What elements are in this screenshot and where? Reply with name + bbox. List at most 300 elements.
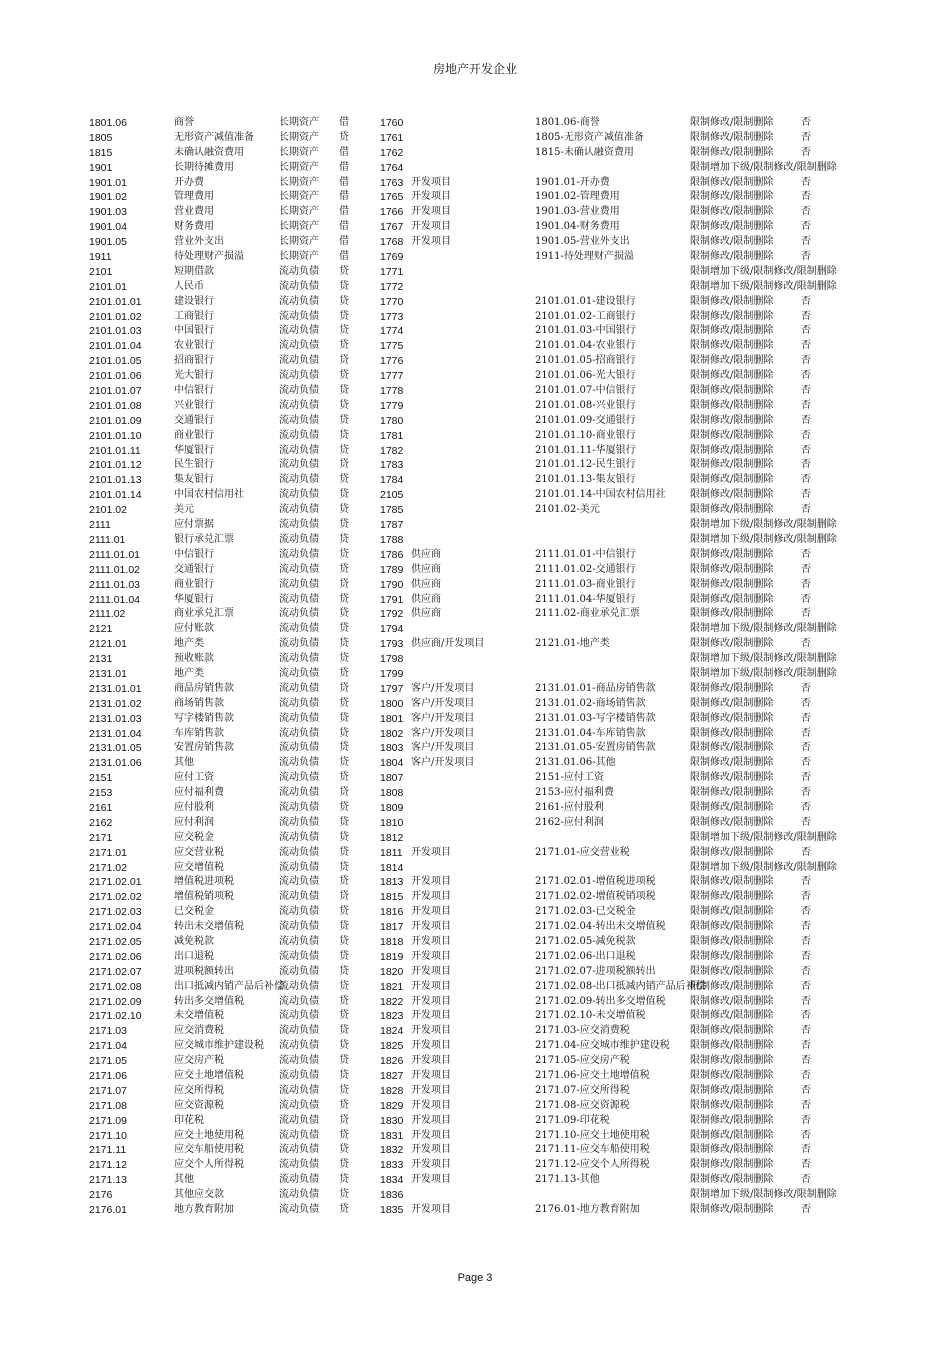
balance-direction-cell: 贷 bbox=[339, 504, 349, 516]
balance-direction-cell: 贷 bbox=[339, 519, 349, 531]
restriction-cell: 限制修改/限制删除 bbox=[690, 906, 774, 918]
restriction-cell: 限制修改/限制删除 bbox=[690, 921, 774, 933]
account-id-cell: 2105 bbox=[380, 489, 404, 502]
account-full-name-cell: 2101.01.05-招商银行 bbox=[535, 355, 636, 367]
account-id-cell: 1772 bbox=[380, 280, 404, 293]
account-category-cell: 流动负债 bbox=[279, 519, 319, 531]
account-code-cell: 2101.01.02 bbox=[89, 310, 142, 323]
table-row bbox=[0, 533, 950, 548]
flag-cell: 否 bbox=[801, 1099, 811, 1111]
table-row bbox=[0, 235, 950, 250]
balance-direction-cell: 贷 bbox=[339, 474, 349, 486]
account-id-cell: 1788 bbox=[380, 533, 404, 546]
account-full-name-cell: 2111.01.04-华厦银行 bbox=[535, 593, 636, 605]
account-id-cell: 1760 bbox=[380, 117, 404, 129]
account-name-cell: 应交消费税 bbox=[174, 1025, 224, 1037]
account-code-cell: 1815 bbox=[89, 146, 113, 159]
table-row bbox=[0, 1129, 950, 1144]
balance-direction-cell: 贷 bbox=[339, 1114, 349, 1126]
table-row bbox=[0, 637, 950, 652]
auxiliary-accounting-cell: 客户/开发项目 bbox=[411, 727, 475, 739]
account-id-cell: 1814 bbox=[380, 861, 404, 874]
account-full-name-cell: 1901.04-财务费用 bbox=[535, 221, 620, 233]
auxiliary-accounting-cell: 供应商 bbox=[411, 548, 441, 560]
account-id-cell: 1808 bbox=[380, 787, 404, 800]
account-id-cell: 1781 bbox=[380, 429, 404, 442]
account-id-cell: 1775 bbox=[380, 340, 404, 353]
account-code-cell: 2171.08 bbox=[89, 1099, 127, 1112]
account-full-name-cell: 2121.01-地产类 bbox=[535, 638, 610, 650]
account-category-cell: 流动负债 bbox=[279, 474, 319, 486]
account-name-cell: 营业费用 bbox=[174, 206, 214, 218]
balance-direction-cell: 借 bbox=[339, 251, 349, 263]
account-id-cell: 1779 bbox=[380, 399, 404, 412]
flag-cell: 否 bbox=[801, 906, 811, 918]
account-code-cell: 2131.01.06 bbox=[89, 757, 142, 770]
account-code-cell: 2131.01.05 bbox=[89, 742, 142, 755]
account-category-cell: 流动负债 bbox=[279, 399, 319, 411]
account-id-cell: 1777 bbox=[380, 370, 404, 383]
balance-direction-cell: 贷 bbox=[339, 533, 349, 545]
restriction-cell: 限制增加下级/限制修改/限制删除 bbox=[690, 533, 837, 545]
restriction-cell: 限制修改/限制删除 bbox=[690, 1010, 774, 1022]
account-category-cell: 流动负债 bbox=[279, 295, 319, 307]
account-code-cell: 2171.02.03 bbox=[89, 906, 142, 919]
account-name-cell: 招商银行 bbox=[174, 355, 214, 367]
account-code-cell: 2101.01.10 bbox=[89, 429, 142, 442]
restriction-cell: 限制修改/限制删除 bbox=[690, 995, 774, 1007]
account-name-cell: 增值税进项税 bbox=[174, 876, 234, 888]
table-row bbox=[0, 1054, 950, 1069]
table-row bbox=[0, 1084, 950, 1099]
flag-cell: 否 bbox=[801, 1025, 811, 1037]
restriction-cell: 限制修改/限制删除 bbox=[690, 385, 774, 397]
account-name-cell: 应交所得税 bbox=[174, 1084, 224, 1096]
account-id-cell: 1790 bbox=[380, 578, 404, 591]
account-id-cell: 1797 bbox=[380, 682, 404, 695]
restriction-cell: 限制修改/限制删除 bbox=[690, 1144, 774, 1156]
balance-direction-cell: 贷 bbox=[339, 831, 349, 843]
flag-cell: 否 bbox=[801, 772, 811, 784]
account-full-name-cell: 2111.01.03-商业银行 bbox=[535, 578, 636, 590]
account-full-name-cell: 1805-无形资产减值准备 bbox=[535, 131, 644, 143]
account-full-name-cell: 2171.02.08-出口抵减内销产品后补偿 bbox=[535, 980, 706, 992]
flag-cell: 否 bbox=[801, 146, 811, 158]
account-category-cell: 流动负债 bbox=[279, 370, 319, 382]
account-id-cell: 1785 bbox=[380, 504, 404, 517]
auxiliary-accounting-cell: 客户/开发项目 bbox=[411, 682, 475, 694]
flag-cell: 否 bbox=[801, 548, 811, 560]
account-id-cell: 1820 bbox=[380, 965, 404, 978]
account-full-name-cell: 2151-应付工资 bbox=[535, 772, 604, 784]
account-name-cell: 待处理财产损溢 bbox=[174, 251, 244, 263]
account-category-cell: 流动负债 bbox=[279, 831, 319, 843]
flag-cell: 否 bbox=[801, 876, 811, 888]
account-id-cell: 1804 bbox=[380, 757, 404, 770]
account-id-cell: 1767 bbox=[380, 221, 404, 234]
account-code-cell: 2171 bbox=[89, 831, 113, 844]
account-id-cell: 1809 bbox=[380, 801, 404, 814]
account-category-cell: 流动负债 bbox=[279, 593, 319, 605]
account-id-cell: 1821 bbox=[380, 980, 404, 993]
account-full-name-cell: 2171.06-应交土地增值税 bbox=[535, 1070, 650, 1081]
balance-direction-cell: 贷 bbox=[339, 370, 349, 382]
account-full-name-cell: 2111.02-商业承兑汇票 bbox=[535, 608, 640, 620]
table-row bbox=[0, 995, 950, 1010]
balance-direction-cell: 贷 bbox=[339, 727, 349, 739]
restriction-cell: 限制修改/限制删除 bbox=[690, 1040, 774, 1052]
account-name-cell: 工商银行 bbox=[174, 310, 214, 322]
balance-direction-cell: 贷 bbox=[339, 846, 349, 858]
account-name-cell: 华厦银行 bbox=[174, 593, 214, 605]
account-category-cell: 流动负债 bbox=[279, 1099, 319, 1111]
balance-direction-cell: 贷 bbox=[339, 1099, 349, 1111]
account-category-cell: 长期资产 bbox=[279, 206, 319, 218]
account-category-cell: 流动负债 bbox=[279, 787, 319, 799]
account-code-cell: 2101.01.04 bbox=[89, 340, 142, 353]
account-full-name-cell: 2171.02.04-转出未交增值税 bbox=[535, 921, 666, 933]
account-category-cell: 流动负债 bbox=[279, 965, 319, 977]
account-code-cell: 2101.01.01 bbox=[89, 295, 142, 308]
flag-cell: 否 bbox=[801, 355, 811, 367]
account-full-name-cell: 2101.01.09-交通银行 bbox=[535, 414, 636, 426]
account-category-cell: 流动负债 bbox=[279, 563, 319, 575]
account-id-cell: 1784 bbox=[380, 474, 404, 487]
account-name-cell: 人民币 bbox=[174, 280, 204, 292]
restriction-cell: 限制修改/限制删除 bbox=[690, 236, 774, 248]
account-full-name-cell: 2171.02.05-减免税款 bbox=[535, 935, 636, 947]
account-category-cell: 流动负债 bbox=[279, 861, 319, 873]
account-category-cell: 流动负债 bbox=[279, 1144, 319, 1156]
restriction-cell: 限制增加下级/限制修改/限制删除 bbox=[690, 265, 837, 277]
restriction-cell: 限制修改/限制删除 bbox=[690, 742, 774, 754]
balance-direction-cell: 贷 bbox=[339, 414, 349, 426]
account-name-cell: 其他应交款 bbox=[174, 1189, 224, 1201]
account-full-name-cell: 2171.02.10-未交增值税 bbox=[535, 1010, 646, 1022]
account-id-cell: 1764 bbox=[380, 161, 404, 174]
table-row bbox=[0, 1039, 950, 1054]
account-category-cell: 流动负债 bbox=[279, 727, 319, 739]
table-row bbox=[0, 205, 950, 220]
auxiliary-accounting-cell: 开发项目 bbox=[411, 1174, 451, 1186]
restriction-cell: 限制增加下级/限制修改/限制删除 bbox=[690, 519, 837, 531]
restriction-cell: 限制修改/限制删除 bbox=[690, 638, 774, 650]
restriction-cell: 限制修改/限制删除 bbox=[690, 801, 774, 813]
table-row bbox=[0, 339, 950, 354]
table-row bbox=[0, 578, 950, 593]
account-full-name-cell: 2176.01-地方教育附加 bbox=[535, 1204, 640, 1216]
account-id-cell: 1780 bbox=[380, 414, 404, 427]
table-row bbox=[0, 875, 950, 890]
table-row bbox=[0, 324, 950, 339]
restriction-cell: 限制修改/限制删除 bbox=[690, 310, 774, 322]
account-id-cell: 1823 bbox=[380, 1010, 404, 1023]
restriction-cell: 限制增加下级/限制修改/限制删除 bbox=[690, 280, 837, 292]
balance-direction-cell: 贷 bbox=[339, 965, 349, 977]
account-full-name-cell: 2171.02.02-增值税销项税 bbox=[535, 891, 656, 903]
account-code-cell: 2171.02.04 bbox=[89, 921, 142, 934]
account-full-name-cell: 1901.02-管理费用 bbox=[535, 191, 620, 203]
auxiliary-accounting-cell: 供应商 bbox=[411, 608, 441, 620]
account-code-cell: 2176 bbox=[89, 1189, 113, 1202]
account-id-cell: 1801 bbox=[380, 712, 404, 725]
table-row bbox=[0, 220, 950, 235]
account-id-cell: 1836 bbox=[380, 1189, 404, 1202]
account-full-name-cell: 2171.02.01-增值税进项税 bbox=[535, 876, 656, 888]
restriction-cell: 限制修改/限制删除 bbox=[690, 399, 774, 411]
account-name-cell: 商誉 bbox=[174, 117, 194, 128]
account-category-cell: 长期资产 bbox=[279, 251, 319, 263]
account-code-cell: 2101.01.14 bbox=[89, 489, 142, 502]
auxiliary-accounting-cell: 开发项目 bbox=[411, 1129, 451, 1141]
table-row bbox=[0, 756, 950, 771]
account-id-cell: 1793 bbox=[380, 638, 404, 651]
auxiliary-accounting-cell: 开发项目 bbox=[411, 1084, 451, 1096]
flag-cell: 否 bbox=[801, 474, 811, 486]
account-code-cell: 2171.07 bbox=[89, 1084, 127, 1097]
balance-direction-cell: 贷 bbox=[339, 787, 349, 799]
account-name-cell: 预收账款 bbox=[174, 653, 214, 665]
account-full-name-cell: 2153-应付福利费 bbox=[535, 787, 614, 799]
flag-cell: 否 bbox=[801, 236, 811, 248]
table-row bbox=[0, 444, 950, 459]
table-row bbox=[0, 622, 950, 637]
account-category-cell: 流动负债 bbox=[279, 385, 319, 397]
account-id-cell: 1831 bbox=[380, 1129, 404, 1142]
flag-cell: 否 bbox=[801, 816, 811, 828]
account-code-cell: 2171.13 bbox=[89, 1174, 127, 1187]
balance-direction-cell: 贷 bbox=[339, 995, 349, 1007]
account-category-cell: 流动负债 bbox=[279, 414, 319, 426]
account-name-cell: 商品房销售款 bbox=[174, 682, 234, 694]
account-full-name-cell: 2101.01.02-工商银行 bbox=[535, 310, 636, 322]
account-name-cell: 商业承兑汇票 bbox=[174, 608, 234, 620]
account-category-cell: 流动负债 bbox=[279, 772, 319, 784]
table-row bbox=[0, 712, 950, 727]
table-row bbox=[0, 473, 950, 488]
account-category-cell: 长期资产 bbox=[279, 146, 319, 158]
table-row bbox=[0, 131, 950, 146]
restriction-cell: 限制修改/限制删除 bbox=[690, 1070, 774, 1081]
table-row bbox=[0, 741, 950, 756]
account-id-cell: 1786 bbox=[380, 548, 404, 561]
account-code-cell: 2151 bbox=[89, 772, 113, 785]
balance-direction-cell: 贷 bbox=[339, 950, 349, 962]
account-code-cell: 2171.02 bbox=[89, 861, 127, 874]
balance-direction-cell: 贷 bbox=[339, 682, 349, 694]
table-row bbox=[0, 950, 950, 965]
account-code-cell: 2101 bbox=[89, 265, 113, 278]
page-number: Page 3 bbox=[457, 1272, 493, 1284]
account-full-name-cell: 2171.02.06-出口退税 bbox=[535, 950, 636, 962]
flag-cell: 否 bbox=[801, 1084, 811, 1096]
auxiliary-accounting-cell: 开发项目 bbox=[411, 1040, 451, 1052]
account-id-cell: 1825 bbox=[380, 1040, 404, 1053]
account-name-cell: 应付股利 bbox=[174, 801, 214, 813]
account-category-cell: 流动负债 bbox=[279, 876, 319, 888]
account-code-cell: 2121 bbox=[89, 623, 113, 636]
account-name-cell: 银行承兑汇票 bbox=[174, 533, 234, 545]
auxiliary-accounting-cell: 开发项目 bbox=[411, 236, 451, 248]
table-row bbox=[0, 920, 950, 935]
account-id-cell: 1763 bbox=[380, 176, 404, 189]
auxiliary-accounting-cell: 开发项目 bbox=[411, 1099, 451, 1111]
restriction-cell: 限制增加下级/限制修改/限制删除 bbox=[690, 653, 837, 665]
account-id-cell: 1765 bbox=[380, 191, 404, 204]
table-row bbox=[0, 503, 950, 518]
account-category-cell: 流动负债 bbox=[279, 608, 319, 620]
balance-direction-cell: 贷 bbox=[339, 265, 349, 277]
account-full-name-cell: 2171.07-应交所得税 bbox=[535, 1084, 630, 1096]
account-name-cell: 营业外支出 bbox=[174, 236, 224, 248]
restriction-cell: 限制修改/限制删除 bbox=[690, 608, 774, 620]
account-code-cell: 2171.10 bbox=[89, 1129, 127, 1142]
auxiliary-accounting-cell: 开发项目 bbox=[411, 1144, 451, 1156]
account-id-cell: 1811 bbox=[380, 846, 403, 859]
restriction-cell: 限制修改/限制删除 bbox=[690, 712, 774, 724]
restriction-cell: 限制增加下级/限制修改/限制删除 bbox=[690, 831, 837, 843]
account-name-cell: 未确认融资费用 bbox=[174, 146, 244, 158]
table-row bbox=[0, 1203, 950, 1218]
account-full-name-cell: 2131.01.06-其他 bbox=[535, 757, 616, 769]
flag-cell: 否 bbox=[801, 117, 811, 128]
table-row bbox=[0, 190, 950, 205]
balance-direction-cell: 贷 bbox=[339, 697, 349, 709]
flag-cell: 否 bbox=[801, 980, 811, 992]
account-id-cell: 1828 bbox=[380, 1084, 404, 1097]
table-row bbox=[0, 593, 950, 608]
auxiliary-accounting-cell: 供应商 bbox=[411, 578, 441, 590]
account-category-cell: 流动负债 bbox=[279, 1204, 319, 1216]
auxiliary-accounting-cell: 开发项目 bbox=[411, 1070, 451, 1081]
balance-direction-cell: 贷 bbox=[339, 444, 349, 456]
account-code-cell: 2131.01.01 bbox=[89, 682, 142, 695]
balance-direction-cell: 借 bbox=[339, 206, 349, 218]
account-name-cell: 中信银行 bbox=[174, 548, 214, 560]
account-name-cell: 应付账款 bbox=[174, 623, 214, 635]
restriction-cell: 限制增加下级/限制修改/限制删除 bbox=[690, 667, 837, 679]
account-category-cell: 流动负债 bbox=[279, 280, 319, 292]
account-category-cell: 流动负债 bbox=[279, 697, 319, 709]
balance-direction-cell: 贷 bbox=[339, 131, 349, 143]
account-full-name-cell: 2101.01.12-民生银行 bbox=[535, 459, 636, 471]
flag-cell: 否 bbox=[801, 489, 811, 501]
account-code-cell: 2171.02.01 bbox=[89, 876, 142, 889]
account-name-cell: 美元 bbox=[174, 504, 194, 516]
table-row bbox=[0, 1173, 950, 1188]
account-category-cell: 流动负债 bbox=[279, 950, 319, 962]
account-code-cell: 2171.02.09 bbox=[89, 995, 142, 1008]
balance-direction-cell: 贷 bbox=[339, 429, 349, 441]
account-id-cell: 1800 bbox=[380, 697, 404, 710]
balance-direction-cell: 贷 bbox=[339, 712, 349, 724]
table-row bbox=[0, 1158, 950, 1173]
balance-direction-cell: 贷 bbox=[339, 325, 349, 337]
account-category-cell: 流动负债 bbox=[279, 429, 319, 441]
restriction-cell: 限制修改/限制删除 bbox=[690, 1055, 774, 1067]
account-id-cell: 1834 bbox=[380, 1174, 404, 1187]
table-row bbox=[0, 458, 950, 473]
auxiliary-accounting-cell: 客户/开发项目 bbox=[411, 697, 475, 709]
auxiliary-accounting-cell: 开发项目 bbox=[411, 1025, 451, 1037]
table-row bbox=[0, 146, 950, 161]
restriction-cell: 限制修改/限制删除 bbox=[690, 846, 774, 858]
account-category-cell: 流动负债 bbox=[279, 712, 319, 724]
account-full-name-cell: 2171.08-应交资源税 bbox=[535, 1099, 630, 1111]
account-code-cell: 2171.09 bbox=[89, 1114, 127, 1127]
table-row bbox=[0, 697, 950, 712]
account-code-cell: 2101.01.03 bbox=[89, 325, 142, 338]
account-name-cell: 商业银行 bbox=[174, 578, 214, 590]
flag-cell: 否 bbox=[801, 191, 811, 203]
table-row bbox=[0, 831, 950, 846]
auxiliary-accounting-cell: 客户/开发项目 bbox=[411, 757, 475, 769]
balance-direction-cell: 贷 bbox=[339, 340, 349, 352]
account-category-cell: 流动负债 bbox=[279, 459, 319, 471]
account-code-cell: 2121.01 bbox=[89, 638, 127, 651]
account-full-name-cell: 2131.01.03-写字楼销售款 bbox=[535, 712, 656, 724]
balance-direction-cell: 贷 bbox=[339, 891, 349, 903]
restriction-cell: 限制修改/限制删除 bbox=[690, 325, 774, 337]
balance-direction-cell: 贷 bbox=[339, 1204, 349, 1216]
balance-direction-cell: 借 bbox=[339, 176, 349, 188]
balance-direction-cell: 贷 bbox=[339, 489, 349, 501]
restriction-cell: 限制修改/限制删除 bbox=[690, 459, 774, 471]
flag-cell: 否 bbox=[801, 206, 811, 218]
account-name-cell: 应付工资 bbox=[174, 772, 214, 784]
account-id-cell: 1802 bbox=[380, 727, 404, 740]
auxiliary-accounting-cell: 开发项目 bbox=[411, 206, 451, 218]
account-name-cell: 集友银行 bbox=[174, 474, 214, 486]
restriction-cell: 限制修改/限制删除 bbox=[690, 965, 774, 977]
flag-cell: 否 bbox=[801, 1010, 811, 1022]
balance-direction-cell: 贷 bbox=[339, 921, 349, 933]
account-name-cell: 应交个人所得税 bbox=[174, 1159, 244, 1171]
account-code-cell: 1901.03 bbox=[89, 206, 127, 219]
flag-cell: 否 bbox=[801, 1159, 811, 1171]
flag-cell: 否 bbox=[801, 251, 811, 263]
account-full-name-cell: 2131.01.04-车库销售款 bbox=[535, 727, 646, 739]
account-full-name-cell: 2171.10-应交土地使用税 bbox=[535, 1129, 650, 1141]
restriction-cell: 限制修改/限制删除 bbox=[690, 370, 774, 382]
table-row bbox=[0, 682, 950, 697]
account-id-cell: 1829 bbox=[380, 1099, 404, 1112]
account-category-cell: 流动负债 bbox=[279, 1055, 319, 1067]
auxiliary-accounting-cell: 开发项目 bbox=[411, 906, 451, 918]
account-id-cell: 1762 bbox=[380, 146, 404, 159]
balance-direction-cell: 贷 bbox=[339, 1174, 349, 1186]
restriction-cell: 限制修改/限制删除 bbox=[690, 816, 774, 828]
account-code-cell: 1901.01 bbox=[89, 176, 127, 189]
account-full-name-cell: 2101.01.11-华厦银行 bbox=[535, 444, 636, 456]
auxiliary-accounting-cell: 开发项目 bbox=[411, 221, 451, 233]
account-full-name-cell: 2171.13-其他 bbox=[535, 1174, 600, 1186]
account-category-cell: 流动负债 bbox=[279, 935, 319, 947]
account-code-cell: 2171.02.10 bbox=[89, 1010, 142, 1023]
table-row bbox=[0, 965, 950, 980]
table-row bbox=[0, 786, 950, 801]
restriction-cell: 限制修改/限制删除 bbox=[690, 295, 774, 307]
account-category-cell: 流动负债 bbox=[279, 757, 319, 769]
flag-cell: 否 bbox=[801, 563, 811, 575]
flag-cell: 否 bbox=[801, 742, 811, 754]
auxiliary-accounting-cell: 供应商 bbox=[411, 593, 441, 605]
account-category-cell: 流动负债 bbox=[279, 578, 319, 590]
account-id-cell: 1826 bbox=[380, 1055, 404, 1068]
account-name-cell: 应交税金 bbox=[174, 831, 214, 843]
account-full-name-cell: 2171.12-应交个人所得税 bbox=[535, 1159, 650, 1171]
account-id-cell: 1768 bbox=[380, 236, 404, 249]
